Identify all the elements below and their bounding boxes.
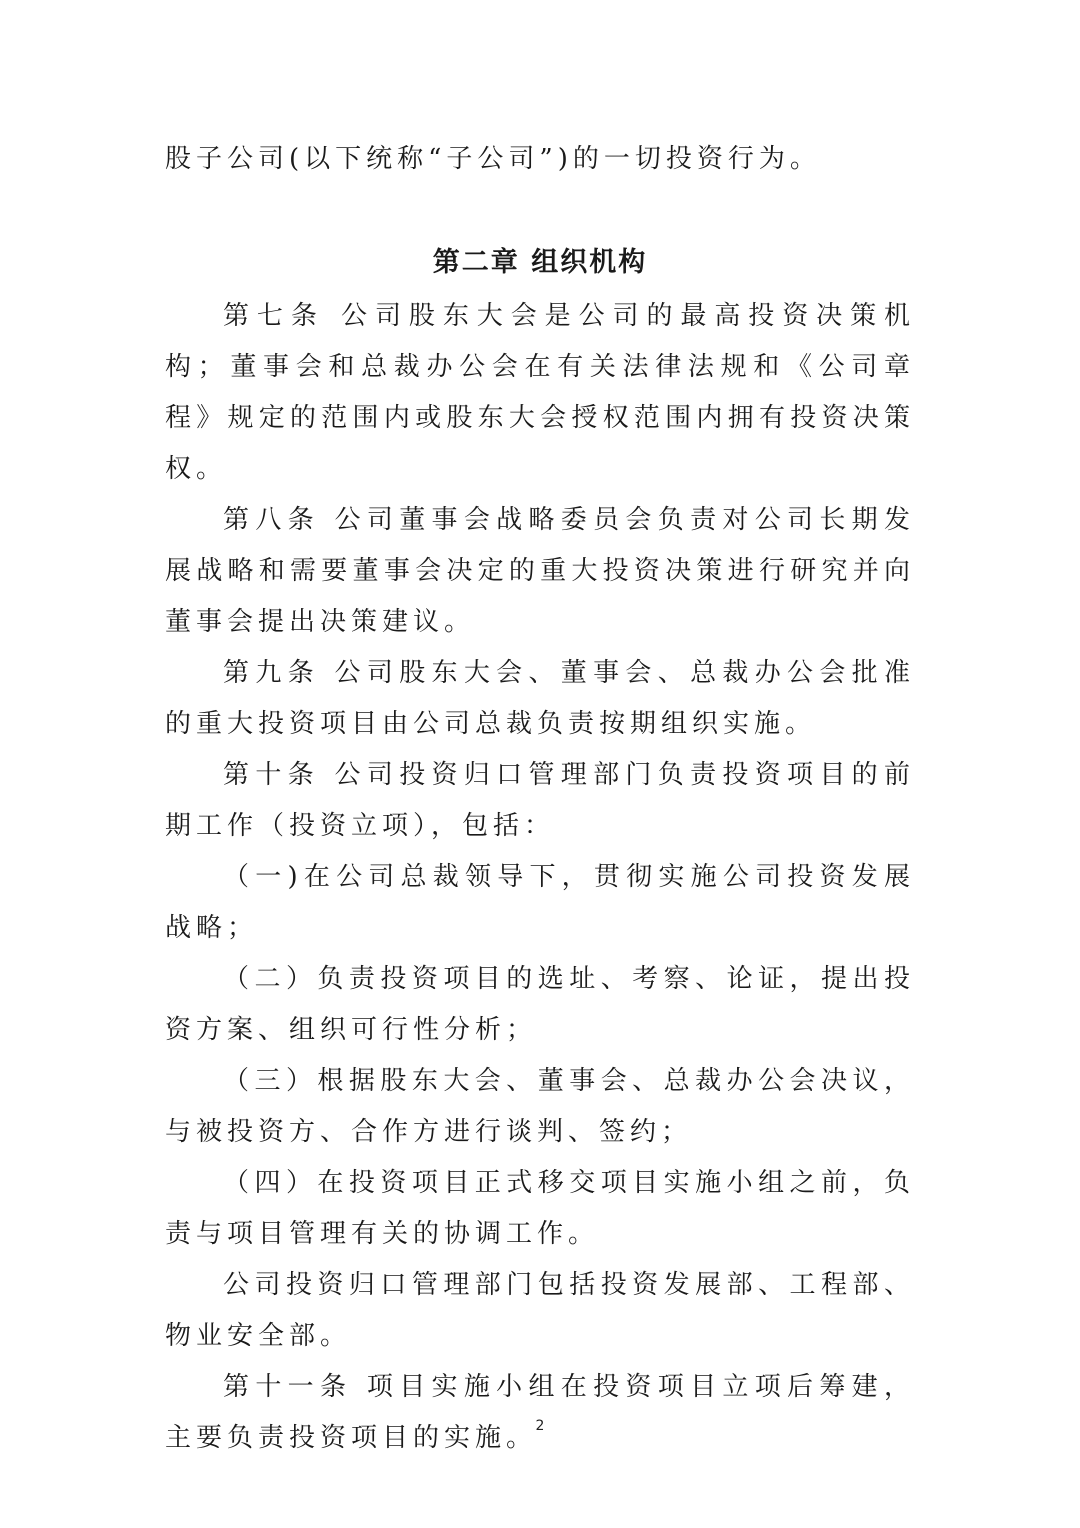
article-11-paragraph: 第十一条 项目实施小组在投资项目立项后筹建，主要负责投资项目的实施。 [165,1372,915,1453]
document-body [165,134,915,1464]
chapter-title: 第二章 组织机构 [432,247,648,278]
article-10-item-3: （三）根据股东大会、董事会、总裁办公会决议，与被投资方、合作方进行谈判、签约； [165,1066,915,1147]
article-7-paragraph: 第七条 公司股东大会是公司的最高投资决策机构；董事会和总裁办公会在有关法律法规和《公司章程》规定的范围内或股东大会授权范围内拥有投资决策权。 [165,301,915,484]
article-9-paragraph: 第九条 公司股东大会、董事会、总裁办公会批准的重大投资项目由公司总裁负责按期组织实施。 [165,658,915,739]
continuation-paragraph: 股子公司(以下统称“子公司”)的一切投资行为。 [165,144,821,174]
article-10-item-2: （二）负责投资项目的选址、考察、论证，提出投资方案、组织可行性分析； [165,964,915,1045]
article-10-item-1: （一)在公司总裁领导下，贯彻实施公司投资发展战略； [165,862,915,943]
page-number: 2 [535,1418,545,1434]
article-10-paragraph: 第十条 公司投资归口管理部门负责投资项目的前期工作（投资立项），包括： [165,760,915,841]
departments-paragraph: 公司投资归口管理部门包括投资发展部、工程部、物业安全部。 [165,1270,915,1351]
article-8-paragraph: 第八条 公司董事会战略委员会负责对公司长期发展战略和需要董事会决定的重大投资决策进行研究并向董事会提出决策建议。 [165,505,915,637]
article-10-item-4: （四）在投资项目正式移交项目实施小组之前，负责与项目管理有关的协调工作。 [165,1168,915,1249]
